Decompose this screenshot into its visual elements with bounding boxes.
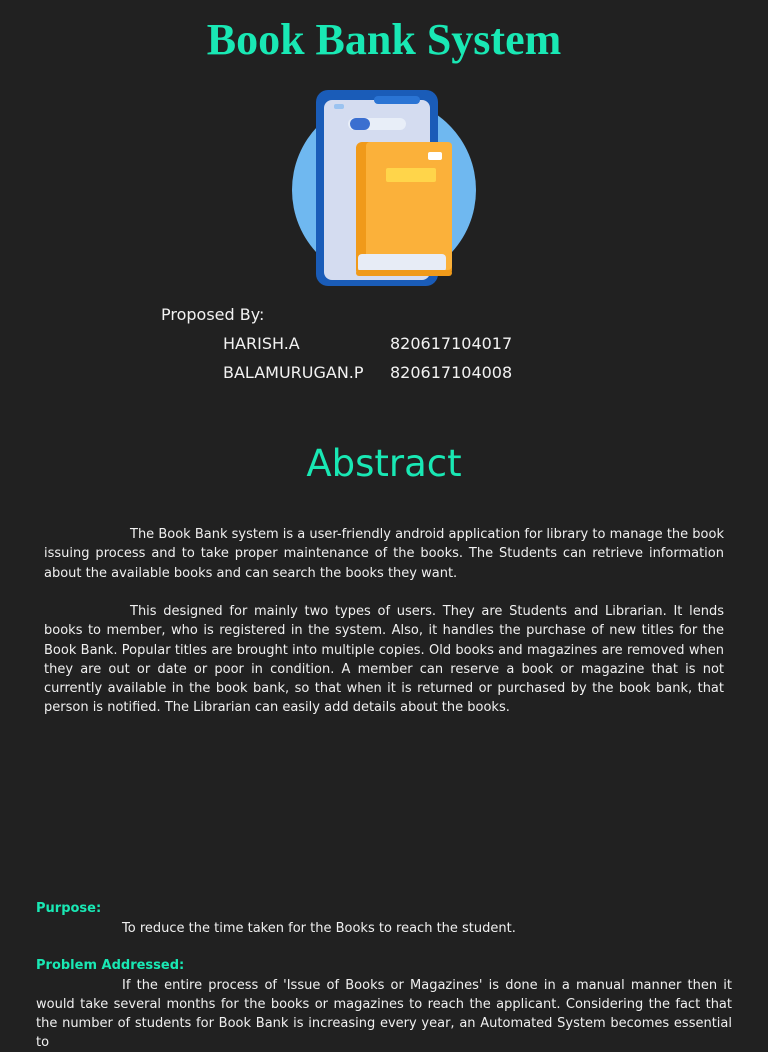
author-id: 820617104008 [390,363,513,382]
problem-label: Problem Addressed: [36,958,185,973]
abstract-paragraph: This designed for mainly two types of users. They are Students and Librarian. It lends books to member, who is registered in the system. Also, it handles the purchase of new titles for the Book Bank. Popular titles are brought into multiple copies. Old books and magazines are removed when they are out or date or poor in condition. A member can reserve a book or magazine that is not currently available in the book bank, so that when it is returned or purchased by the book bank, that person is notified. The Librarian can easily add details about the books. [44,604,724,716]
document-title: Book Bank System [206,15,562,64]
purpose-label: Purpose: [36,901,102,916]
author-name: BALAMURUGAN.P [223,363,364,382]
problem-text: If the entire process of 'Issue of Books or Magazines' is done in a manual manner then it would take several months for the books or magazines to reach the applicant. Considering the fact that the number of students for Book Bank is increasing every year, an Automated System becomes essential to [36,978,732,1050]
abstract-paragraph: The Book Bank system is a user-friendly android application for library to manage the book issuing process and to take proper maintenance of the books. The Students can retrieve information about the available books and can search the books they want. [44,527,724,581]
phone-book-icon [290,86,480,286]
proposed-by-label: Proposed By: [161,305,265,324]
purpose-text: To reduce the time taken for the Books to reach the student. [122,921,516,936]
author-name: HARISH.A [223,334,300,353]
author-id: 820617104017 [390,334,513,353]
abstract-heading: Abstract [306,442,462,485]
